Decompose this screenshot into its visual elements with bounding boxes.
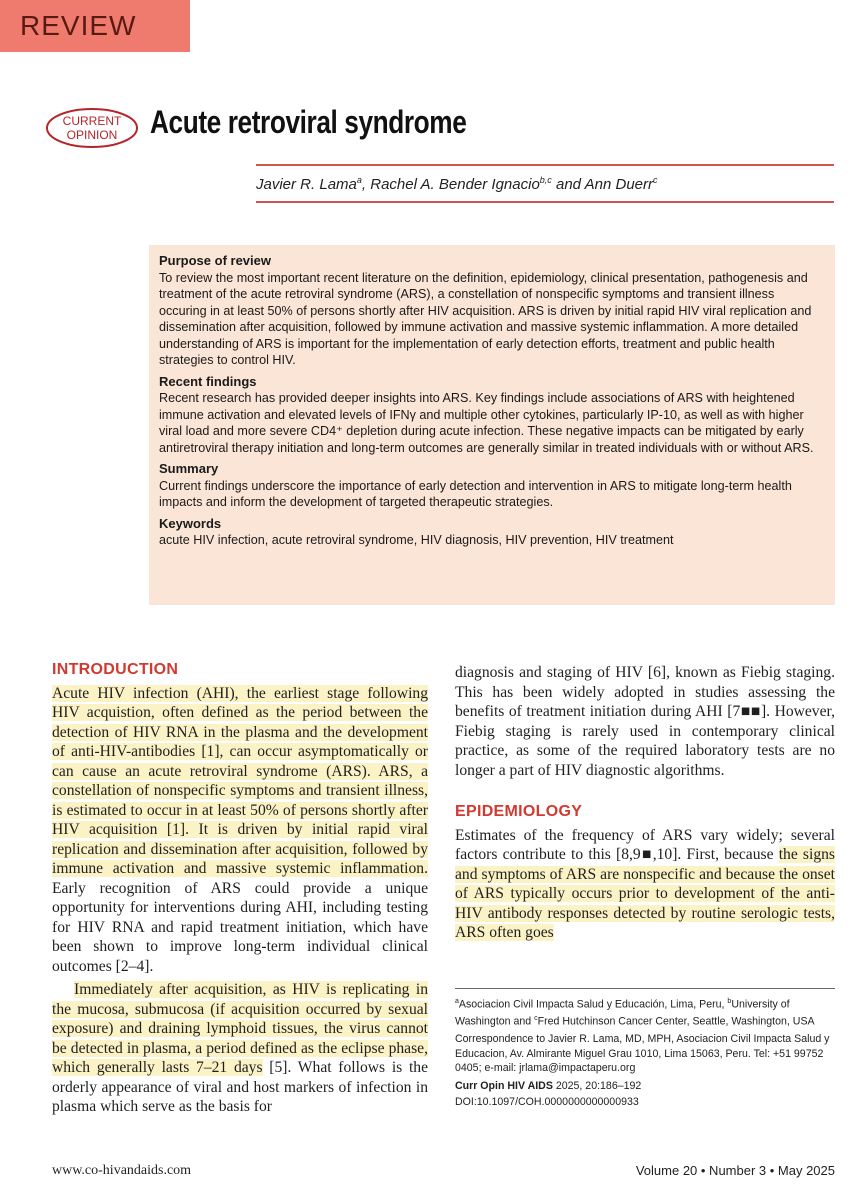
doi-link[interactable]: DOI:10.1097/COH.0000000000000933 — [455, 1096, 639, 1109]
affil-a: Asociacion Civil Impacta Salud y Educación, Lima, Peru, — [458, 998, 728, 1011]
author-2[interactable]: Rachel A. Bender Ignacio — [370, 176, 540, 193]
journal-url-link[interactable]: www.co-hivandaids.com — [52, 1163, 192, 1178]
author-2-affil: b,c — [539, 175, 552, 185]
highlight: Acute HIV infection (AHI), the earliest stage following HIV acquistion, often defined as the period between the detection of HIV RNA in the plasma and the development of anti-HIV-antibodies [1], can occur asymptomatically or can cause an acute retroviral syndrome (ARS). ARS, a constellation of nonspecific symptoms and transient illness, is estimated to occur in at least 50% of persons shortly after HIV acquisition [1]. It is driven by initial rapid viral replication and dissemination after acquisition, followed by immune activation and massive systemic inflammation. — [52, 684, 428, 877]
highlight: Immediately after acquisition, as HIV is replicating in the mucosa, submucosa (if acquisition occurred by sexual exposure) and draining lymphoid tissues, the virus cannot be detected in plasma, a period defined as the eclipse phase, which generally lasts 7–21 days — [52, 981, 428, 1076]
journal-name: Curr Opin HIV AIDS — [455, 1080, 553, 1093]
logo-line-2: OPINION — [66, 128, 118, 142]
journal-volume: 2025, 20:186–192 — [552, 1080, 642, 1093]
text-run: [5]. What follows is the orderly appearance of viral and host markers of infection in plasma which serve as the basis for — [52, 1059, 428, 1115]
affil-c: Fred Hutchinson Cancer Center, Seattle, Washington, USA — [537, 1015, 815, 1028]
text-run: Estimates of the frequency of ARS vary widely; several factors contribute to this [8,9■,10]. First, because — [455, 826, 835, 863]
purpose-text: To review the most important recent literature on the definition, epidemiology, clinical presentation, pathogenesis and treatment of the acute retroviral syndrome (ARS), a constellation of nonspecific symptoms and transient illness occuring in at least 50% of persons shortly after HIV acquisition. ARS is driven by initial rapid HIV viral replication and dissemination after acquisition, followed by immune activation and massive systemic inflammation. A more detailed understanding of ARS is important for the implementation of early detection efforts, treatment and public health strategies to control HIV. — [159, 270, 812, 367]
abstract-box — [149, 245, 835, 605]
section-tag: REVIEW — [0, 0, 190, 52]
findings-heading: Recent findings — [159, 373, 257, 389]
epidemiology-heading: EPIDEMIOLOGY — [455, 803, 583, 820]
author-1-affil: a — [356, 175, 362, 185]
intro-heading: INTRODUCTION — [52, 661, 179, 678]
text-run: Early recognition of ARS could provide a unique opportunity for interventions during AHI, including testing for HIV RNA and rapid treatment initiation, which have been shown to improve long-term individual clinical outcomes [2–4]. — [52, 879, 428, 975]
purpose-heading: Purpose of review — [159, 253, 271, 268]
author-sep: , — [361, 176, 371, 193]
affil-marker: c — [534, 1014, 538, 1022]
author-1[interactable]: Javier R. Lama — [256, 176, 357, 193]
left-column — [52, 660, 428, 1117]
author-3[interactable]: Ann Duerr — [584, 176, 653, 193]
affil-b: University of Washington and — [455, 998, 790, 1028]
footnote-divider — [455, 988, 835, 989]
author-sep: and — [551, 176, 585, 193]
volume-info: Volume 20 • Number 3 • May 2025 — [635, 1163, 835, 1178]
article-title: Acute retroviral syndrome — [150, 104, 467, 140]
epidemiology-paragraph — [455, 826, 835, 943]
findings-text: Recent research has provided deeper insights into ARS. Key findings include associations of ARS with heightened immune activation and elevated levels of IFNγ and multiple other cytokines, particularly IP-10, as well as with higher viral load and more severe CD4⁺ depletion during acute infection. These negative impacts can be mitigated by early antiretroviral therapy initiation and long-term outcomes are generally similar in treated individuals with or without ARS. — [159, 391, 814, 455]
affil-marker: a — [455, 998, 459, 1005]
logo-text — [46, 108, 138, 148]
summary-text: Current findings underscore the importance of early detection and intervention in ARS to mitigate long-term health impacts and inform the development of targeted therapeutic strategies. — [159, 478, 792, 509]
top-rule — [256, 164, 834, 166]
affil-marker: b — [727, 998, 732, 1005]
intro-paragraph-2 — [52, 980, 428, 1117]
keywords-text: acute HIV infection, acute retroviral syndrome, HIV diagnosis, HIV prevention, HIV treatment — [159, 533, 674, 547]
bottom-rule — [256, 201, 834, 203]
footnotes — [455, 995, 835, 1113]
affiliations — [455, 995, 835, 1028]
intro-paragraph-1 — [52, 684, 428, 977]
summary-heading: Summary — [159, 461, 219, 476]
journal-logo — [46, 108, 138, 148]
keywords-heading: Keywords — [159, 515, 222, 531]
author-list — [256, 175, 658, 193]
right-column — [455, 663, 835, 943]
logo-line-1: CURRENT — [62, 114, 122, 128]
highlight: the signs and symptoms of ARS are nonspecific and because the onset of ARS typically occurs prior to development of the anti-HIV antibody responses detected by routine serologic tests, ARS often goes — [455, 846, 835, 941]
author-3-affil: c — [653, 175, 658, 185]
journal-citation — [455, 1079, 835, 1093]
fiebig-paragraph: diagnosis and staging of HIV [6], known as Fiebig staging. This has been widely adopted in studies assessing the benefits of treatment initiation during AHI [7■■]. However, Fiebig staging is rarely used in contemporary clinical practice, as some of the required laboratory tests are no longer a part of HIV diagnostic algorithms. — [455, 664, 835, 779]
correspondence: Correspondence to Javier R. Lama, MD, MPH, Asociacion Civil Impacta Salud y Educacion, Av. Almirante Miguel Grau 1010, Lima 15063, Peru. Tel: +51 99752 0405; e-mail: jrlama@impactaperu.org — [455, 1033, 830, 1074]
